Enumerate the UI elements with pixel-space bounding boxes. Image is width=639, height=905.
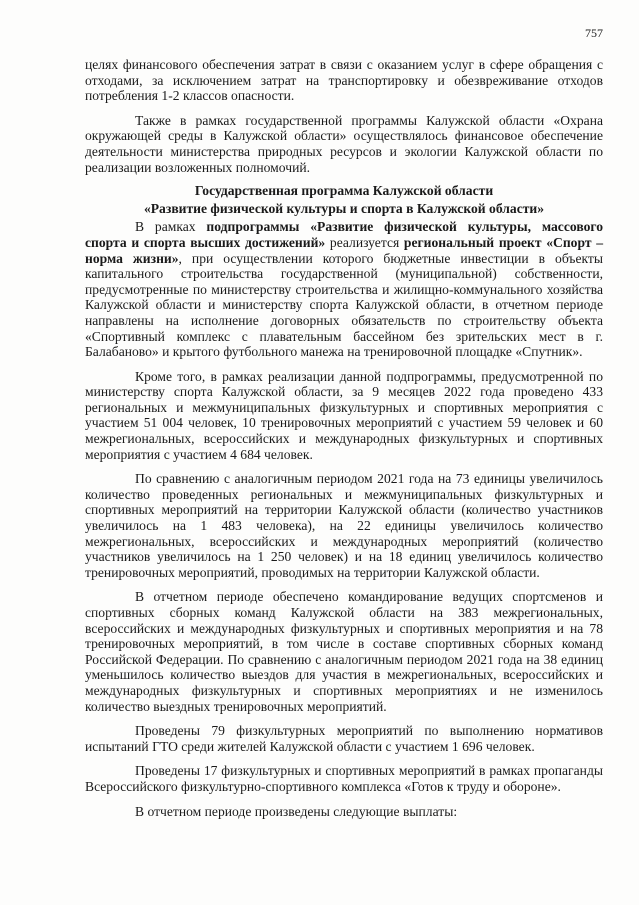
paragraph-gto-events: Проведены 79 физкультурных мероприятий по выполнению нормативов испытаний ГТО среди жителей Калужской области с участием 1 696 человек. (85, 723, 603, 754)
section-heading-line2: «Развитие физической культуры и спорта в Калужской области» (143, 200, 545, 216)
paragraph-regional-project (85, 219, 603, 359)
paragraph-environment-program: Также в рамках государственной программы Калужской области «Охрана окружающей среды в Калужской области» осуществлялось финансовое обеспечение деятельности министерства природных ресурсов и экологии Калужской области по реализации возложенных полномочий. (85, 112, 603, 175)
page-number: 757 (585, 26, 603, 40)
paragraph-events-9-months: Кроме того, в рамках реализации данной подпрограммы, предусмотренной по министерству спорта Калужской области, за 9 месяцев 2022 года проведено 433 региональных и межмуниципальных физкультурных и спортивных мероприятия с участием 51 004 человек, 10 тренировочных мероприятий с участием 59 человек и 60 межрегиональных, всероссийских и международных физкультурных и спортивных мероприятия с участием 4 684 человек. (85, 368, 603, 462)
paragraph-comparison-2021: По сравнению с аналогичным периодом 2021 года на 73 единицы увеличилось количество проведенных региональных и межмуниципальных физкультурных и спортивных мероприятий на территории Калужской области (количество участников увеличилось на 1 483 человека), на 22 единицы увеличилось количество межрегиональных, всероссийских и международных мероприятий (количество участников увеличилось на 1 250 человек) и на 18 единиц увеличилось количество тренировочных мероприятий, проводимых на территории Калужской области. (85, 471, 603, 580)
paragraph-team-travel: В отчетном периоде обеспечено командирование ведущих спортсменов и спортивных сборных команд Калужской области на 383 межрегиональных, всероссийских и международных физкультурных и спортивных мероприятия и на 78 тренировочных мероприятий, в том числе в составе спортивных сборных команд Российской Федерации. По сравнению с аналогичным периодом 2021 года на 38 единиц уменьшилось количество выездов для участия в межрегиональных, всероссийских и международных физкультурных и спортивных мероприятиях и не изменилось количество выездных тренировочных мероприятий. (85, 589, 603, 714)
section-heading-line1: Государственная программа Калужской области (194, 183, 494, 199)
section-heading (85, 183, 603, 216)
paragraph-waste-financing: целях финансового обеспечения затрат в связи с оказанием услуг в сфере обращения с отходами, за исключением затрат на транспортировку и обезвреживание отходов потребления 1-2 классов опасности. (85, 57, 603, 104)
document-body (85, 57, 603, 828)
text-run: , при осуществлении которого бюджетные инвестиции в объекты капитального строительства государственной (муниципальной) собственности, предусмотренные по министерству строительства и жилищно-коммунального хозяйства Калужской области и министерству спорта Калужской области, в отчетном периоде направлены на исполнение договорных обязательств по строительству объекта «Спортивный комплекс с плавательным бассейном без зрительских мест в г. Балабаново» и крытого футбольного манежа на тренировочной площадке «Спутник». (85, 250, 603, 360)
paragraph-payments-intro: В отчетном периоде произведены следующие выплаты: (135, 803, 458, 819)
regional-project-name: региональный проект «Спорт – норма жизни» (85, 234, 603, 266)
text-run: реализуется (325, 234, 404, 250)
paragraph-gto-propaganda: Проведены 17 физкультурных и спортивных мероприятий в рамках пропаганды Всероссийского физкультурно-спортивного комплекса «Готов к труду и обороне». (85, 763, 603, 794)
text-run: В рамках (135, 219, 207, 235)
subprogram-name: подпрограммы «Развитие физической культуры, массового спорта и спорта высших достижений» (85, 219, 603, 250)
